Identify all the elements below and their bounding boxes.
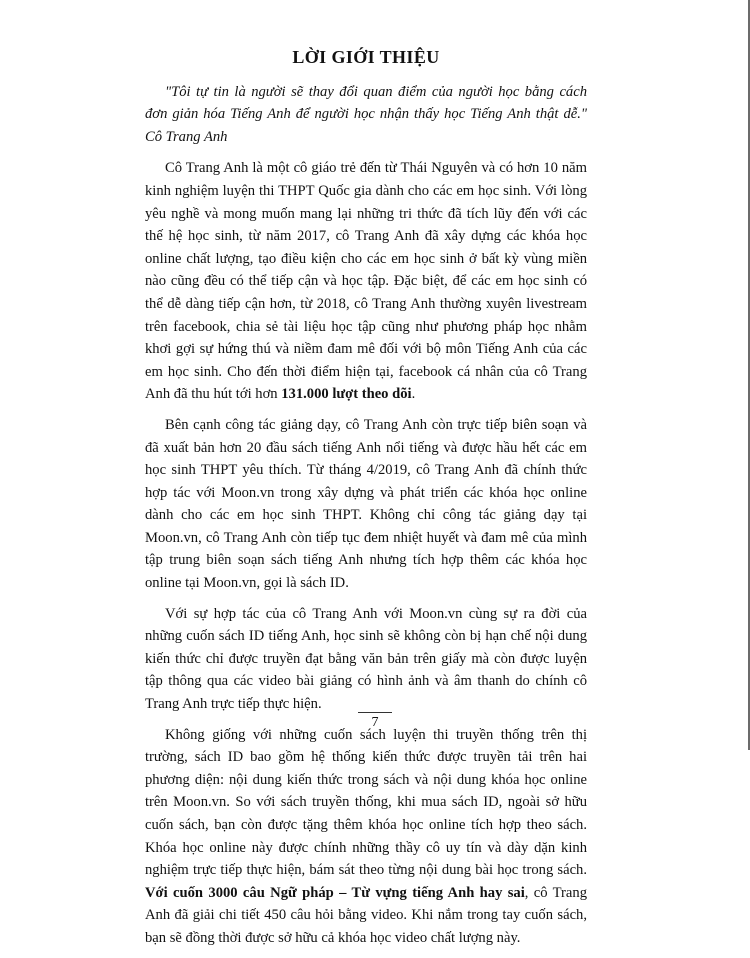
intro-quote: "Tôi tự tin là người sẽ thay đổi quan điểm của người học bằng cách đơn giản hóa Tiếng Anh để người học nhận thấy học Tiếng Anh thật dễ." Cô Trang Anh bbox=[145, 83, 587, 145]
page-title: LỜI GIỚI THIỆU bbox=[292, 47, 440, 67]
paragraph-4-text-a: Không giống với những cuốn sách luyện thi truyền thống trên thị trường, sách ID bao gồm hệ thống kiến thức được truyền tải trên hai phương diện: nội dung kiến thức trong sách và nội dung khóa học online trên Moon.vn. So với sách truyền thống, khi mua sách ID, ngoài sở hữu cuốn sách, bạn còn được tặng thêm khóa học online tích hợp theo sách. Khóa học online này được chính những thầy cô uy tín và dày dặn kinh nghiệm trực tiếp thực hiện, bám sát theo từng nội dung bài học trong sách. bbox=[145, 726, 587, 879]
paragraph-2-text: Bên cạnh công tác giảng dạy, cô Trang Anh còn trực tiếp biên soạn và đã xuất bản hơn 20 đầu sách tiếng Anh nổi tiếng và được hầu hết các em học sinh THPT yêu thích. Từ tháng 4/2019, cô Trang Anh đã chính thức hợp tác với Moon.vn trong xây dựng và phát triển các khóa học online dành cho các em học sinh THPT. Không chỉ công tác giảng dạy tại Moon.vn, cô Trang Anh còn tiếp tục đem nhiệt huyết và đam mê của mình tập trung biên soạn sách tiếng Anh nhưng tích hợp thêm các khóa học online tại Moon.vn, gọi là sách ID. bbox=[145, 416, 587, 592]
paragraph-1-text-b: . bbox=[411, 386, 416, 403]
paragraph-1 bbox=[145, 157, 587, 406]
paragraph-3-text: Với sự hợp tác của cô Trang Anh với Moon.vn cùng sự ra đời của những cuốn sách ID tiếng Anh, học sinh sẽ không còn bị hạn chế nội dung kiến thức chỉ được truyền đạt bằng văn bản trên giấy mà còn được luyện tập thông qua các video bài giảng có hình ảnh và âm thanh do chính cô Trang Anh trực tiếp thực hiện. bbox=[145, 605, 587, 713]
page-footer bbox=[0, 712, 750, 731]
page-content bbox=[145, 40, 587, 958]
paragraph-1-bold: 131.000 lượt theo dõi bbox=[281, 386, 412, 403]
paragraph-4 bbox=[145, 724, 587, 950]
paragraph-2 bbox=[145, 414, 587, 595]
page-number: 7 bbox=[371, 715, 379, 730]
paragraph-3 bbox=[145, 603, 587, 716]
footer-rule bbox=[358, 712, 392, 713]
paragraph-1-text-a: Cô Trang Anh là một cô giáo trẻ đến từ Thái Nguyên và có hơn 10 năm kinh nghiệm luyện thi THPT Quốc gia dành cho các em học sinh. Với lòng yêu nghề và mong muốn mang lại những tri thức đã tích lũy đến với các thế hệ học sinh, từ năm 2017, cô Trang Anh đã xây dựng các khóa học online chất lượng, tạo điều kiện cho các em học sinh ở bất kỳ vùng miền nào cũng đều có thể tiếp cận và học tập. Đặc biệt, để các em học sinh có thể dễ dàng tiếp cận hơn, từ 2018, cô Trang Anh thường xuyên livestream trên facebook, chia sẻ tài liệu học tập cũng như phương pháp học nhằm khơi gợi sự hứng thú và niềm đam mê đối với bộ môn Tiếng Anh của các em học sinh. Cho đến thời điểm hiện tại, facebook cá nhân của cô Trang Anh đã thu hút tới hơn bbox=[145, 160, 587, 403]
paragraph-4-text-b: , cô Trang Anh đã giải chi tiết 450 câu hỏi bằng video. Khi nắm trong tay cuốn sách, bạn sẽ đồng thời được sở hữu cả khóa học video chất lượng này. bbox=[145, 884, 587, 946]
paragraph-4-bold: Với cuốn 3000 câu Ngữ pháp – Từ vựng tiếng Anh hay sai bbox=[145, 884, 525, 901]
